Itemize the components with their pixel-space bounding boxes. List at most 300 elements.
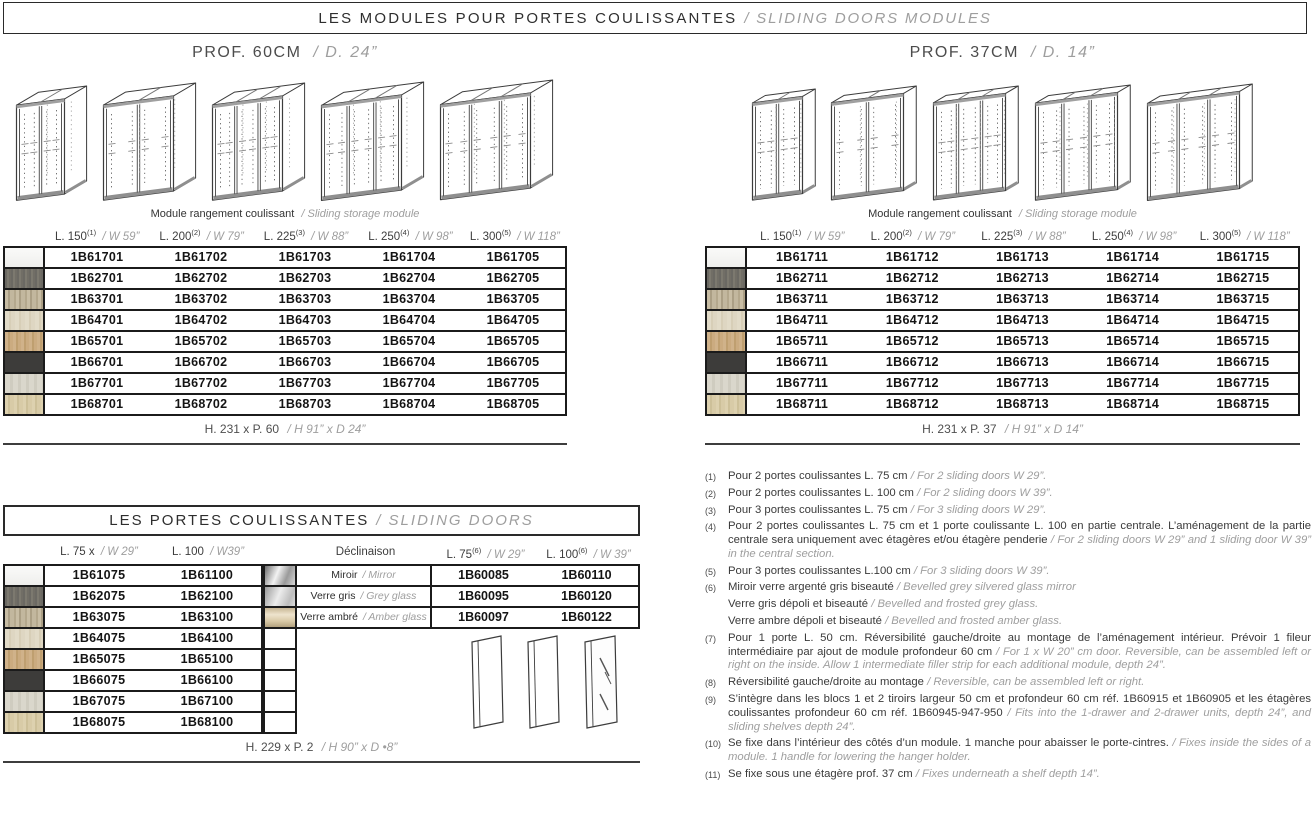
col-header-glass-w75 bbox=[434, 546, 537, 563]
product-code: 1B60120 bbox=[561, 589, 612, 603]
product-code: 1B64703 bbox=[278, 313, 332, 327]
size-footnote-ref: (5) bbox=[1231, 228, 1241, 237]
table-row bbox=[707, 311, 1298, 332]
footnote-fr: Verre ambre dépoli et biseauté bbox=[728, 615, 882, 628]
product-code: 1B63713 bbox=[996, 292, 1049, 306]
finish-swatch bbox=[5, 629, 45, 648]
footnote-fr: Se fixe dans l’intérieur des côtés d’un module. 1 manche pour abaisser le porte-cintres. bbox=[728, 737, 1169, 750]
footnote bbox=[705, 598, 1311, 612]
product-code: 1B67075 bbox=[72, 694, 126, 708]
product-code: 1B65702 bbox=[174, 334, 228, 348]
product-code: 1B68704 bbox=[382, 397, 436, 411]
product-code: 1B65704 bbox=[382, 334, 436, 348]
product-code: 1B62711 bbox=[776, 271, 829, 285]
size-metric: L. 300 bbox=[1199, 230, 1232, 243]
product-code: 1B65714 bbox=[1106, 334, 1160, 348]
product-code: 1B62713 bbox=[996, 271, 1049, 285]
glass-type-label bbox=[297, 587, 432, 606]
product-code: 1B66714 bbox=[1106, 355, 1160, 369]
product-code: 1B67712 bbox=[885, 376, 939, 390]
table-row bbox=[707, 248, 1298, 269]
product-code: 1B65715 bbox=[1216, 334, 1270, 348]
size-metric: L. 225 bbox=[981, 230, 1014, 243]
footnote-number: (3) bbox=[705, 505, 716, 516]
declinaison-swatch-column bbox=[263, 564, 297, 734]
footnote-text bbox=[728, 693, 1311, 734]
col-header-w100 bbox=[153, 546, 263, 563]
footnote bbox=[705, 676, 1311, 690]
footnote-text bbox=[728, 598, 1311, 612]
size-header bbox=[149, 228, 253, 244]
product-code: 1B65712 bbox=[885, 334, 939, 348]
size-footnote-ref: (1) bbox=[792, 228, 802, 237]
product-code: 1B68703 bbox=[278, 397, 332, 411]
product-code: 1B64100 bbox=[180, 631, 234, 645]
footnote-en: / Reversible, can be assembled left or right. bbox=[927, 676, 1145, 689]
size-imperial: / W 98” bbox=[1139, 230, 1177, 243]
finish-swatch bbox=[5, 608, 45, 627]
table-row bbox=[5, 332, 565, 353]
glass-type-label bbox=[297, 566, 432, 585]
product-code: 1B65705 bbox=[486, 334, 540, 348]
footnote-number bbox=[705, 598, 728, 612]
size-footnote-ref: (5) bbox=[501, 228, 511, 237]
size-metric: L. 200 bbox=[159, 230, 192, 243]
footnote-number: (8) bbox=[705, 678, 716, 689]
module-codes-table-60 bbox=[3, 246, 567, 416]
finish-swatch bbox=[5, 713, 45, 732]
caption-fr: Module rangement coulissant bbox=[150, 208, 295, 220]
empty-cell bbox=[265, 713, 295, 734]
size-footnote-ref: (4) bbox=[400, 228, 410, 237]
size-footnote-ref: (2) bbox=[191, 228, 201, 237]
footnote-text bbox=[728, 737, 1311, 765]
product-code: 1B68714 bbox=[1106, 397, 1160, 411]
footnote bbox=[705, 632, 1311, 673]
section-title bbox=[705, 44, 1300, 66]
footnote-text bbox=[728, 676, 1311, 690]
finish-swatch bbox=[5, 269, 45, 288]
section-title-fr: PROF. 37CM bbox=[909, 44, 1019, 61]
product-code: 1B63702 bbox=[174, 292, 228, 306]
page-title-en: / SLIDING DOORS MODULES bbox=[744, 9, 992, 27]
size-metric: L. 200 bbox=[870, 230, 903, 243]
grey-glass-swatch bbox=[265, 587, 295, 608]
product-code: 1B66711 bbox=[776, 355, 829, 369]
size-header bbox=[45, 228, 149, 244]
doors-title-en: / SLIDING DOORS bbox=[376, 512, 534, 529]
doors-title-fr: LES PORTES COULISSANTES bbox=[109, 512, 370, 529]
product-code: 1B64705 bbox=[486, 313, 540, 327]
section-modules-depth-37 bbox=[705, 44, 1300, 445]
section-title-fr: PROF. 60CM bbox=[192, 44, 302, 61]
col-header-spacer bbox=[263, 546, 297, 563]
product-code: 1B62100 bbox=[180, 589, 234, 603]
amber-glass-swatch bbox=[265, 608, 295, 629]
size-header bbox=[858, 228, 969, 244]
product-code: 1B63712 bbox=[885, 292, 939, 306]
finish-swatch bbox=[5, 290, 45, 309]
footnote-en: / For 1 x W 20” cm door. Reversible, can be assembled left or right on the inside. Allow 1 intermediate filler strip for each additional module, depth 24”. bbox=[728, 645, 1312, 672]
section-divider bbox=[3, 443, 567, 445]
empty-cell bbox=[265, 671, 295, 692]
table-row bbox=[297, 608, 640, 629]
size-imperial: / W39” bbox=[210, 546, 245, 558]
size-imperial: / W 59” bbox=[102, 230, 140, 243]
finish-swatch bbox=[5, 671, 45, 690]
product-code: 1B65701 bbox=[70, 334, 124, 348]
finish-swatch bbox=[707, 290, 747, 309]
footnote-en: / Fixes underneath a shelf depth 14”. bbox=[915, 767, 1100, 780]
size-imperial: / W 79” bbox=[918, 230, 956, 243]
glass-type-label bbox=[297, 608, 432, 627]
finish-swatch bbox=[5, 248, 45, 267]
table-row bbox=[297, 566, 640, 587]
footnote-en: / For 2 sliding doors W 29”. bbox=[910, 470, 1047, 482]
caption-fr: Module rangement coulissant bbox=[868, 208, 1012, 220]
finish-swatch bbox=[5, 311, 45, 330]
finish-swatch bbox=[707, 353, 747, 372]
product-code: 1B68100 bbox=[180, 715, 234, 729]
footnote-en: / For 2 sliding doors W 29” and 1 sliding door W 39” in the central section. bbox=[728, 534, 1311, 560]
finish-swatch bbox=[707, 311, 747, 330]
product-code: 1B67100 bbox=[180, 694, 234, 708]
dimensions-footer bbox=[3, 422, 567, 438]
size-footnote-ref: (6) bbox=[578, 546, 588, 555]
product-code: 1B63075 bbox=[72, 610, 126, 624]
footnote-number: (11) bbox=[705, 769, 721, 780]
empty-cell bbox=[265, 650, 295, 671]
product-code: 1B66713 bbox=[996, 355, 1049, 369]
footnote bbox=[705, 565, 1311, 579]
glass-type-en: / Amber glass bbox=[362, 611, 427, 623]
product-code: 1B61704 bbox=[382, 250, 436, 264]
product-code: 1B68701 bbox=[70, 397, 124, 411]
size-footnote-ref: (1) bbox=[86, 228, 97, 237]
wardrobe-module-illustration bbox=[15, 84, 89, 204]
footnote-fr: Pour 3 portes coulissantes L.100 cm bbox=[728, 564, 911, 577]
glass-type-en: / Grey glass bbox=[360, 590, 417, 602]
section-title bbox=[3, 44, 567, 66]
section-modules-depth-60 bbox=[3, 44, 567, 445]
size-header bbox=[1189, 228, 1300, 244]
product-code: 1B66705 bbox=[486, 355, 540, 369]
footnote-number: (7) bbox=[705, 633, 716, 644]
table-row bbox=[5, 395, 565, 416]
section-divider bbox=[3, 761, 640, 763]
dimensions-footer bbox=[705, 422, 1300, 438]
footnote bbox=[705, 615, 1311, 629]
footnote-number: (6) bbox=[705, 583, 716, 594]
doors-column-headers bbox=[3, 546, 640, 563]
illustration-caption bbox=[705, 204, 1300, 222]
footnote-text bbox=[728, 581, 1311, 595]
sliding-door-illustration bbox=[468, 632, 508, 730]
col-header-w75 bbox=[3, 546, 153, 563]
wardrobe-module-illustration bbox=[932, 84, 1021, 204]
product-code: 1B67701 bbox=[70, 376, 124, 390]
finish-swatch bbox=[707, 395, 747, 414]
doors-section-title bbox=[3, 505, 640, 536]
wardrobe-module-illustration bbox=[320, 80, 426, 204]
product-code: 1B67713 bbox=[996, 376, 1049, 390]
product-code: 1B67703 bbox=[278, 376, 332, 390]
table-row bbox=[5, 269, 565, 290]
product-code: 1B67705 bbox=[486, 376, 540, 390]
footnote-en: / For 2 sliding doors W 39”. bbox=[917, 486, 1053, 499]
footnote-number bbox=[705, 615, 728, 629]
footnote-number: (5) bbox=[705, 566, 716, 577]
product-code: 1B62702 bbox=[174, 271, 228, 285]
empty-cell bbox=[265, 692, 295, 713]
footnote-text bbox=[728, 520, 1311, 561]
product-code: 1B67702 bbox=[174, 376, 228, 390]
size-metric: L. 100 bbox=[171, 546, 204, 558]
table-row bbox=[707, 353, 1298, 374]
table-row bbox=[5, 671, 261, 692]
table-row bbox=[5, 587, 261, 608]
size-imperial: / W 98” bbox=[415, 230, 453, 243]
table-row bbox=[5, 353, 565, 374]
product-code: 1B64075 bbox=[72, 631, 126, 645]
size-header bbox=[968, 228, 1079, 244]
product-code: 1B64711 bbox=[776, 313, 829, 327]
product-code: 1B61714 bbox=[1106, 250, 1160, 264]
product-code: 1B66701 bbox=[70, 355, 124, 369]
footnote bbox=[705, 487, 1311, 501]
section-title-en: / D. 14” bbox=[1030, 44, 1096, 61]
footnote-en: / Bevelled grey silvered glass mirror bbox=[896, 581, 1076, 594]
table-row bbox=[5, 608, 261, 629]
footnote-fr: Pour 2 portes coulissantes L. 100 cm bbox=[728, 486, 914, 499]
table-row bbox=[5, 650, 261, 671]
product-code: 1B63715 bbox=[1216, 292, 1270, 306]
product-code: 1B68702 bbox=[174, 397, 228, 411]
col-header-declinaison: Déclinaison bbox=[335, 546, 396, 558]
size-metric: L. 250 bbox=[1091, 230, 1124, 243]
product-code: 1B60085 bbox=[458, 568, 509, 582]
sliding-door-illustrations bbox=[297, 629, 640, 732]
declinaison-rows bbox=[297, 566, 640, 629]
footnote bbox=[705, 693, 1311, 734]
finish-swatch bbox=[707, 332, 747, 351]
size-header bbox=[463, 228, 567, 244]
dimensions-en: / H 91” x D 14” bbox=[1004, 422, 1083, 436]
dimensions-footer bbox=[3, 740, 640, 756]
size-header bbox=[254, 228, 358, 244]
product-code: 1B60122 bbox=[561, 610, 612, 624]
product-code: 1B62703 bbox=[278, 271, 332, 285]
wardrobe-module-illustration bbox=[751, 87, 818, 204]
section-sliding-doors bbox=[3, 505, 640, 763]
size-imperial: / W 88” bbox=[1028, 230, 1066, 243]
glass-type-en: / Mirror bbox=[362, 569, 396, 581]
footnote-fr: Se fixe sous une étagère prof. 37 cm bbox=[728, 767, 913, 780]
product-code: 1B63701 bbox=[70, 292, 124, 306]
finish-swatch bbox=[5, 395, 45, 414]
table-row bbox=[707, 374, 1298, 395]
footnote-number: (9) bbox=[705, 694, 716, 705]
glass-type-fr: Miroir bbox=[331, 569, 358, 581]
product-code: 1B62705 bbox=[486, 271, 540, 285]
product-code: 1B61703 bbox=[278, 250, 332, 264]
product-code: 1B65075 bbox=[72, 652, 126, 666]
product-code: 1B62712 bbox=[885, 271, 939, 285]
product-code: 1B60095 bbox=[458, 589, 509, 603]
caption-en: / Sliding storage module bbox=[1018, 208, 1137, 220]
size-imperial: / W 118” bbox=[517, 230, 560, 243]
footnote-fr: S’intègre dans les blocs 1 et 2 tiroirs largeur 50 cm et profondeur 60 cm réf. 1B60915 et 1B60905 et les étagères coulissantes profondeur 60 cm réf. 1B60945-947-950 bbox=[728, 692, 1311, 719]
footnote-number: (10) bbox=[705, 739, 722, 750]
wardrobe-illustrations-60 bbox=[3, 66, 567, 204]
product-code: 1B65711 bbox=[776, 334, 829, 348]
footnotes bbox=[705, 470, 1311, 785]
footnote-text bbox=[728, 565, 1311, 579]
product-code: 1B65703 bbox=[278, 334, 332, 348]
finish-swatch bbox=[707, 269, 747, 288]
mirror-door-illustration bbox=[580, 632, 622, 730]
footnote-fr: Verre gris dépoli et biseauté bbox=[728, 598, 869, 611]
footnote-fr: Miroir verre argenté gris biseauté bbox=[728, 581, 894, 594]
size-metric: L. 150 bbox=[54, 230, 87, 243]
wardrobe-module-illustration bbox=[211, 81, 307, 204]
empty-cell bbox=[265, 629, 295, 650]
size-metric: L. 100 bbox=[546, 548, 579, 561]
size-imperial: / W 118” bbox=[1247, 230, 1290, 243]
footnote-text bbox=[728, 632, 1311, 673]
product-code: 1B63704 bbox=[382, 292, 436, 306]
footnote-fr: Pour 2 portes coulissantes L. 75 cm et 1 porte coulissante L. 100 en partie centrale. L’aménagement de la partie centrale sera uniquement avec étagères et/ou étagère penderie bbox=[728, 520, 1311, 547]
sliding-door-illustration bbox=[524, 632, 564, 730]
size-metric: L. 75 x bbox=[60, 546, 95, 558]
product-code: 1B65713 bbox=[996, 334, 1049, 348]
product-code: 1B62704 bbox=[382, 271, 436, 285]
product-code: 1B61702 bbox=[174, 250, 228, 264]
product-code: 1B66704 bbox=[382, 355, 436, 369]
footnote-text bbox=[728, 487, 1311, 501]
size-header-row bbox=[45, 228, 567, 244]
table-row bbox=[707, 395, 1298, 416]
size-header bbox=[1079, 228, 1190, 244]
col-header-glass-w100 bbox=[537, 546, 640, 563]
finish-swatch bbox=[5, 374, 45, 393]
section-divider bbox=[705, 443, 1300, 445]
finish-swatch bbox=[5, 353, 45, 372]
footnote-en: / Fits into the 1-drawer and 2-drawer units, depth 24”, and sliding shelves depth 24”. bbox=[728, 706, 1311, 733]
footnote-text bbox=[728, 470, 1311, 484]
product-code: 1B64704 bbox=[382, 313, 436, 327]
door-codes-table bbox=[3, 564, 263, 734]
size-header bbox=[747, 228, 858, 244]
page-title bbox=[3, 2, 1307, 34]
product-code: 1B62715 bbox=[1216, 271, 1270, 285]
size-imperial: / W 88” bbox=[311, 230, 349, 243]
section-title-en: / D. 24” bbox=[313, 44, 378, 61]
product-code: 1B66715 bbox=[1216, 355, 1270, 369]
product-code: 1B61712 bbox=[885, 250, 939, 264]
illustration-caption bbox=[3, 204, 567, 222]
footnote bbox=[705, 520, 1311, 561]
footnote-fr: Réversibilité gauche/droite au montage bbox=[728, 676, 924, 689]
footnote bbox=[705, 470, 1311, 484]
size-imperial: / W 29” bbox=[487, 548, 525, 561]
glass-type-fr: Verre ambré bbox=[300, 611, 359, 623]
footnote-number: (2) bbox=[705, 488, 716, 499]
footnote-fr: Pour 2 portes coulissantes L. 75 cm bbox=[728, 470, 908, 482]
product-code: 1B64714 bbox=[1106, 313, 1160, 327]
doors-tables bbox=[3, 564, 640, 734]
product-code: 1B68705 bbox=[486, 397, 540, 411]
caption-en: / Sliding storage module bbox=[301, 208, 420, 220]
glass-type-fr: Verre gris bbox=[310, 590, 356, 602]
table-row bbox=[707, 290, 1298, 311]
wardrobe-illustrations-37 bbox=[705, 66, 1300, 204]
finish-swatch bbox=[5, 332, 45, 351]
product-code: 1B68075 bbox=[72, 715, 126, 729]
footnote-text bbox=[728, 768, 1311, 782]
footnote bbox=[705, 504, 1311, 518]
product-code: 1B67715 bbox=[1216, 376, 1270, 390]
product-code: 1B61075 bbox=[72, 568, 126, 582]
wardrobe-module-illustration bbox=[830, 84, 919, 204]
size-metric: L. 250 bbox=[368, 230, 401, 243]
wardrobe-module-illustration bbox=[439, 78, 555, 204]
size-imperial: / W 59” bbox=[807, 230, 845, 243]
size-metric: L. 75 bbox=[446, 548, 473, 561]
product-code: 1B66703 bbox=[278, 355, 332, 369]
table-row bbox=[5, 713, 261, 734]
size-imperial: / W 29” bbox=[100, 546, 138, 558]
product-code: 1B62714 bbox=[1106, 271, 1160, 285]
table-row bbox=[5, 566, 261, 587]
size-metric: L. 300 bbox=[469, 230, 502, 243]
dimensions-en: / H 90” x D •8” bbox=[321, 740, 398, 754]
product-code: 1B67704 bbox=[382, 376, 436, 390]
table-row bbox=[5, 692, 261, 713]
size-imperial: / W 39” bbox=[593, 548, 631, 561]
product-code: 1B64715 bbox=[1216, 313, 1270, 327]
size-header-row bbox=[747, 228, 1300, 244]
product-code: 1B62075 bbox=[72, 589, 126, 603]
table-row bbox=[5, 311, 565, 332]
footnote-fr: Pour 1 porte L. 50 cm. Réversibilité gauche/droite au montage de l’aménagement intérieur. Prévoir 1 fileur intermédiaire par ajout de module profondeur 60 cm bbox=[728, 631, 1311, 658]
wardrobe-module-illustration bbox=[102, 81, 198, 204]
product-code: 1B67711 bbox=[776, 376, 829, 390]
footnote-number: (4) bbox=[705, 522, 716, 533]
product-code: 1B65100 bbox=[180, 652, 234, 666]
footnote-text bbox=[728, 615, 1311, 629]
product-code: 1B60097 bbox=[458, 610, 509, 624]
product-code: 1B61705 bbox=[486, 250, 540, 264]
table-row bbox=[707, 332, 1298, 353]
footnote-en: / For 3 sliding doors W 39”. bbox=[913, 564, 1050, 577]
declinaison-table bbox=[297, 564, 640, 732]
table-row bbox=[5, 290, 565, 311]
size-metric: L. 225 bbox=[263, 230, 296, 243]
product-code: 1B61711 bbox=[776, 250, 829, 264]
product-code: 1B61100 bbox=[180, 568, 234, 582]
product-code: 1B63705 bbox=[486, 292, 540, 306]
product-code: 1B64712 bbox=[885, 313, 939, 327]
product-code: 1B63100 bbox=[180, 610, 234, 624]
footnote bbox=[705, 768, 1311, 782]
product-code: 1B66712 bbox=[885, 355, 939, 369]
product-code: 1B68712 bbox=[885, 397, 939, 411]
size-footnote-ref: (3) bbox=[1013, 228, 1023, 237]
mirror-swatch bbox=[265, 566, 295, 587]
product-code: 1B61715 bbox=[1216, 250, 1270, 264]
finish-swatch bbox=[5, 587, 45, 606]
